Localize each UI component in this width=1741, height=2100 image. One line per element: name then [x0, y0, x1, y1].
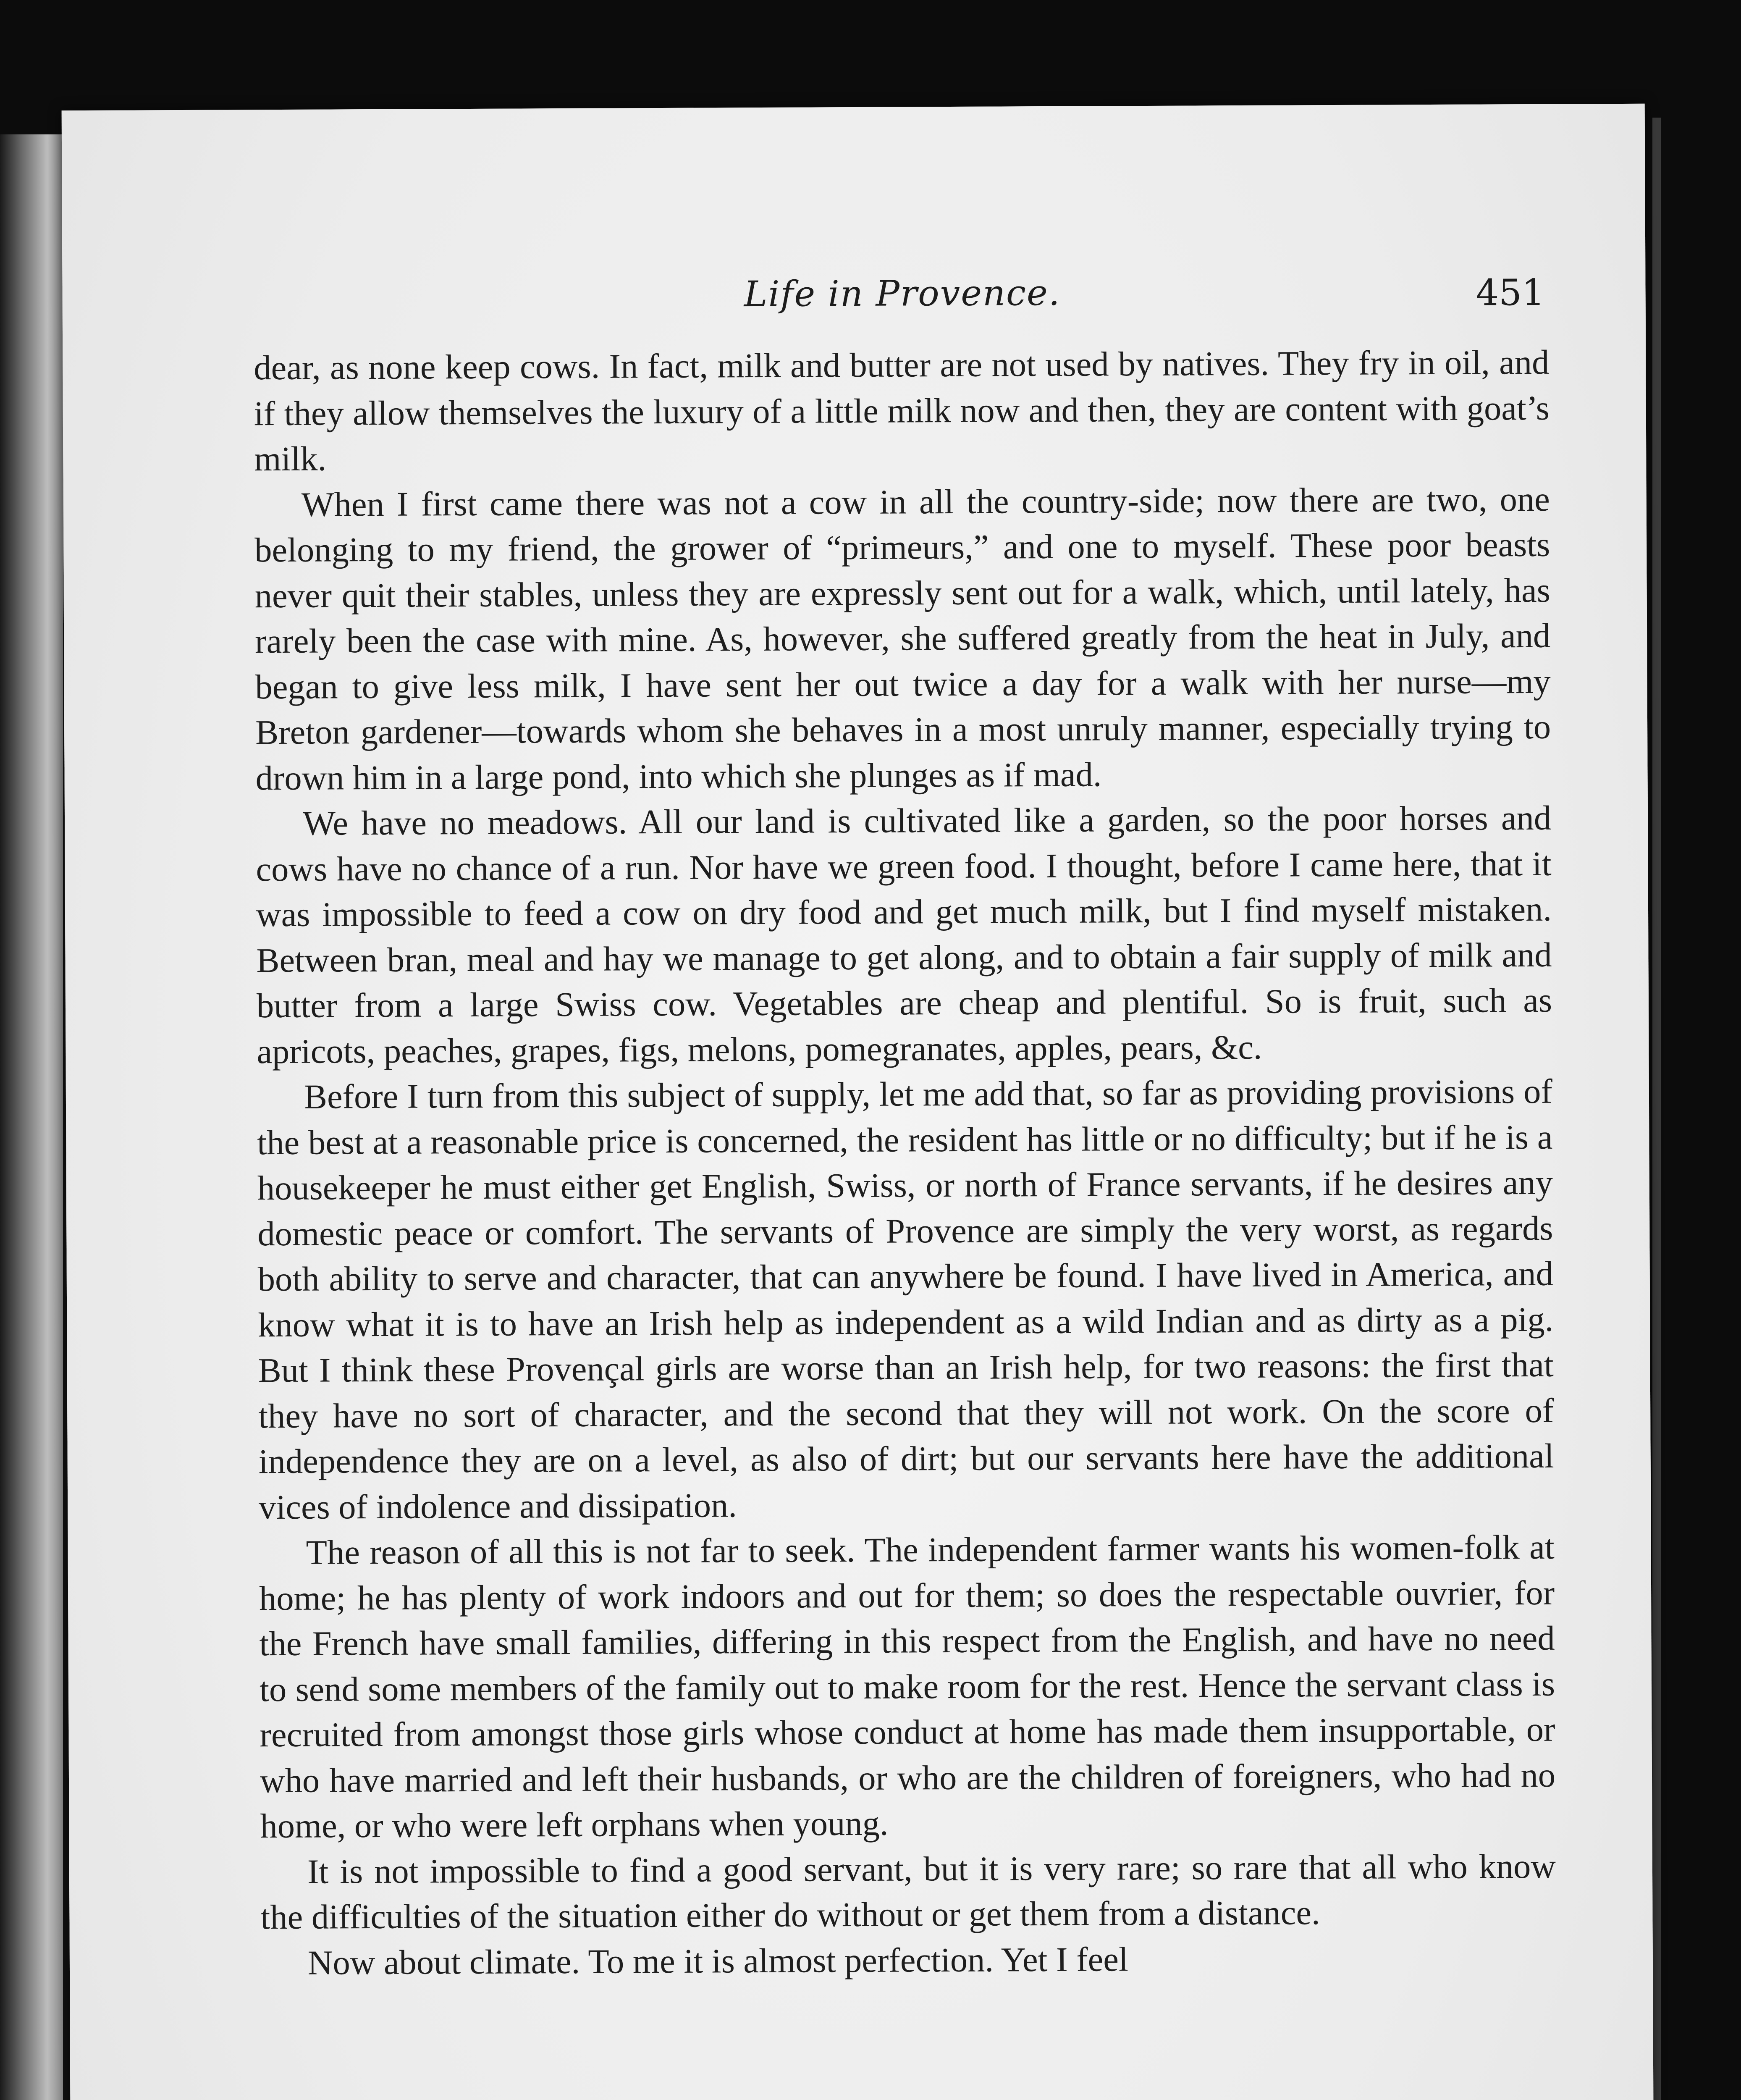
paragraph: The reason of all this is not far to seek. The independent farmer wants his women-folk at home; he has plenty of work indoors and out for them; so does the respectable ouvrier, for the French have small families, differing in this respect from the English, and have no need to send some members of the family out to make room for the rest. Hence the servant class is recruited from amongst those girls whose conduct at home has made them insupportable, or who have married and left their husbands, or who are the children of foreigners, who had no home, or who were left orphans when young.: [259, 1527, 1556, 1845]
paragraph: Before I turn from this subject of supply, let me add that, so far as providing provisions of the best at a reasonable price is concerned, the resident has little or no difficulty; but if he is a housekeeper he must either get English, Swiss, or north of France servants, if he desires any domestic peace or comfort. The servants of Provence are simply the very worst, as regards both ability to serve and character, that can anywhere be found. I have lived in America, and know what it is to have an Irish help as independent as a wild Indian and as dirty as a pig. But I think these Provençal girls are worse than an Irish help, for two reasons: the first that they have no sort of character, and the second that they will not work. On the score of independence they are on a level, as also of dirt; but our servants here have the additional vices of indolence and dissipation.: [257, 1071, 1554, 1526]
page-right-edge: [1652, 118, 1661, 2100]
page-number: 451: [1476, 271, 1545, 314]
facing-page-edge: [0, 134, 63, 2100]
running-title: Life in Provence.: [744, 272, 1061, 315]
paragraph: We have no meadows. All our land is cultivated like a garden, so the poor horses and cows have no chance of a run. Nor have we green food. I thought, before I came here, that it was impossible to feed a cow on dry food and get much milk, but I find myself mistaken. Between bran, meal and hay we manage to get along, and to obtain a fair supply of milk and butter from a large Swiss cow. Vegetables are cheap and plentiful. So is fruit, such as apricots, peaches, grapes, figs, melons, pomegranates, apples, pears, &c.: [256, 798, 1552, 1071]
paragraph: When I first came there was not a cow in all the country-side; now there are two, one belonging to my friend, the grower of “primeurs,” and one to myself. These poor beasts never quit their stables, unless they are expressly sent out for a walk, which, until lately, has rarely been the case with mine. As, however, she suffered greatly from the heat in July, and began to give less milk, I have sent her out twice a day for a walk with her nurse—my Breton gardener—towards whom she behaves in a most unruly manner, especially trying to drown him in a large pond, into which she plunges as if mad.: [254, 479, 1551, 797]
body-text: [254, 339, 1559, 2100]
book-page: [62, 104, 1656, 2100]
running-head: [260, 270, 1545, 334]
paragraph-continued: dear, as none keep cows. In fact, milk and butter are not used by natives. They fry in oil, and if they allow themselves the luxury of a little milk now and then, they are content with goat’s milk.: [254, 342, 1550, 478]
paragraph: It is not impossible to find a good servant, but it is very rare; so rare that all who know the difficulties of the situation either do without or get them from a distance.: [260, 1846, 1556, 1937]
paragraph-last: Now about climate. To me it is almost perfection. Yet I feel: [307, 1939, 1129, 1982]
